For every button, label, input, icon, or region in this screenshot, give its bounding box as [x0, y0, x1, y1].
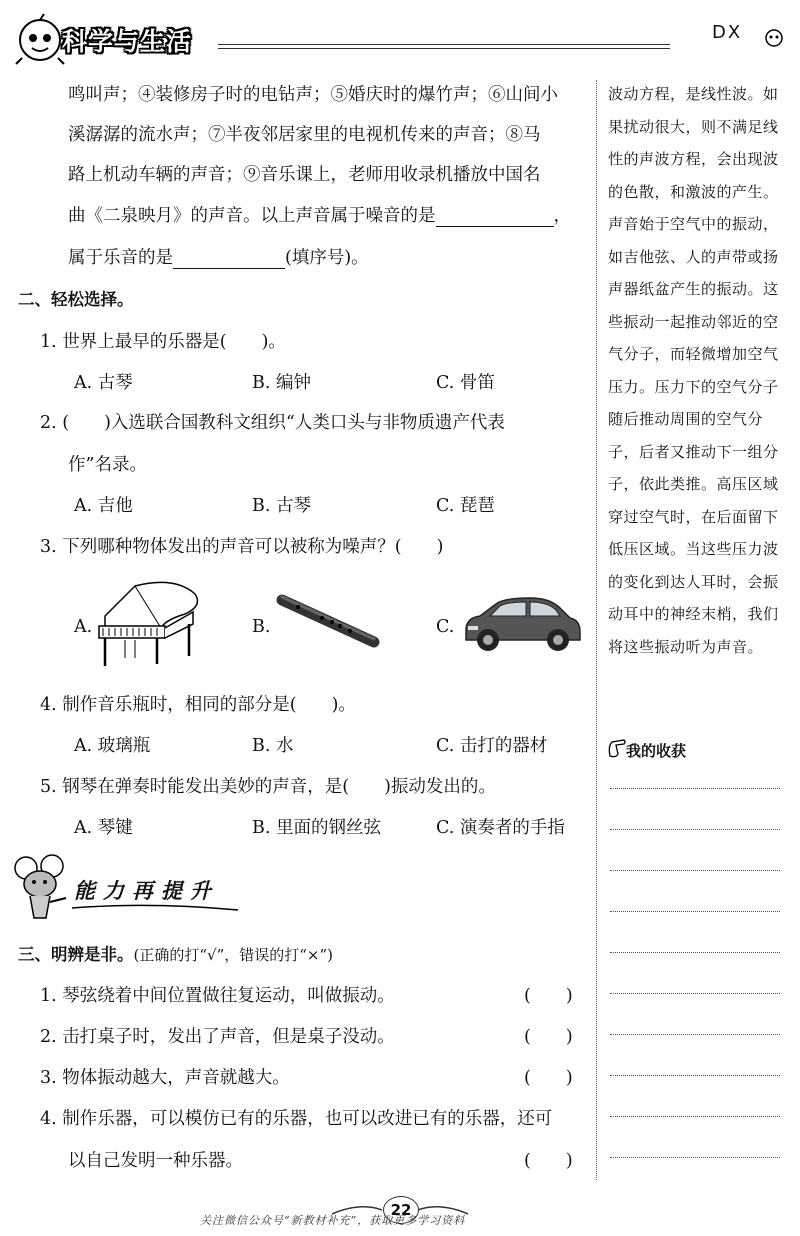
- section2-title: 二、轻松选择。: [18, 290, 134, 309]
- harvest-label: 我的收获: [626, 742, 687, 760]
- mouse-mascot-icon: [12, 852, 76, 924]
- intro-line-4: 曲《二泉映月》的声音。以上声音属于噪音的是 ，: [68, 206, 571, 226]
- section3-heading: [18, 944, 333, 966]
- judge-item-4: 4. 制作乐器，可以模仿已有的乐器，也可以改进已有的乐器，还可: [40, 1109, 553, 1129]
- q2-line-2: 作”名录。: [68, 455, 147, 475]
- flute-image: [276, 592, 380, 652]
- q3-option-c[interactable]: C.: [436, 617, 455, 637]
- q1-option-b[interactable]: B. 编钟: [252, 373, 311, 393]
- harvest-line[interactable]: [610, 829, 780, 830]
- header-deco-icon: [760, 24, 788, 52]
- sidebar-text: 波动方程，是线性波。如果扰动很大，则不满足线性的声波方程，会出现波的色散，和激波的产生。声音始于空气中的振动，如吉他弦、人的声带或扬声器纸盆产生的振动。这些振动一起推动邻近的空气分子，而轻微增加空气压力。压力下的空气分子随后推动周围的空气分子，后者又推动下一组分子，依此类推。高压区域穿过空气时，在后面留下低压区域。当这些压力波的变化到达人耳时，会振动耳中的神经末梢，我们将这些振动听为声音。: [608, 85, 779, 656]
- judge-answer-3[interactable]: ( ): [524, 1068, 573, 1088]
- banner-underline: [70, 900, 240, 914]
- q2-line-1: 2. ( )入选联合国教科文组织“人类口头与非物质遗产代表: [40, 413, 505, 433]
- q4-option-b[interactable]: B. 水: [252, 736, 294, 756]
- q5-option-a[interactable]: A. 琴键: [74, 818, 133, 838]
- judge-item-3: 3. 物体振动越大，声音就越大。: [40, 1068, 290, 1088]
- judge-item-2: 2. 击打桌子时，发出了声音，但是桌子没动。: [40, 1027, 395, 1047]
- header-rule: [218, 44, 670, 45]
- q1-option-c[interactable]: C. 骨笛: [436, 373, 495, 393]
- harvest-line[interactable]: [610, 1034, 780, 1035]
- pointing-hand-icon: [606, 734, 628, 760]
- judge-item-4-line-2: 以自己发明一种乐器。: [68, 1151, 243, 1171]
- harvest-line[interactable]: [610, 911, 780, 912]
- intro-last-prefix: 属于乐音的是: [68, 248, 173, 268]
- intro-line-2: 溪潺潺的流水声；⑦半夜邻居家里的电视机传来的声音；⑧马: [68, 125, 541, 145]
- page-number: 22: [383, 1196, 419, 1224]
- harvest-line[interactable]: [610, 1157, 780, 1158]
- q3-text: 3. 下列哪种物体发出的声音可以被称为噪声？( ): [40, 537, 444, 557]
- judge-answer-2[interactable]: ( ): [524, 1027, 573, 1047]
- harvest-line[interactable]: [610, 952, 780, 953]
- ability-banner: 能力再提升: [74, 879, 219, 903]
- intro-line-4-text: 曲《二泉映月》的声音。以上声音属于噪音的是: [68, 206, 436, 226]
- section3-title: 三、明辨是非。: [18, 945, 134, 964]
- harvest-line[interactable]: [610, 993, 780, 994]
- q2-option-a[interactable]: A. 吉他: [74, 496, 133, 516]
- header-rule-2: [218, 48, 670, 49]
- q4-option-a[interactable]: A. 玻璃瓶: [74, 736, 151, 756]
- q2-option-c[interactable]: C. 琵琶: [436, 496, 495, 516]
- car-image: [460, 592, 584, 658]
- noise-answer-blank[interactable]: [436, 208, 554, 227]
- q5-text: 5. 钢琴在弹奏时能发出美妙的声音，是( )振动发出的。: [40, 777, 496, 797]
- footer-text: 关注微信公众号“新教材补充”，获取更多学习资料: [200, 1214, 466, 1227]
- header-code: DX: [712, 22, 743, 43]
- column-divider: [596, 80, 597, 1180]
- piano-image: [95, 576, 207, 674]
- harvest-line[interactable]: [610, 1116, 780, 1117]
- q2-option-b[interactable]: B. 古琴: [252, 496, 311, 516]
- header-title: 科学与生活: [62, 27, 193, 56]
- harvest-line[interactable]: [610, 1075, 780, 1076]
- intro-line-3: 路上机动车辆的声音；⑨音乐课上，老师用收录机播放中国名: [68, 165, 541, 185]
- harvest-line[interactable]: [610, 788, 780, 789]
- q1-text: 1. 世界上最早的乐器是( )。: [40, 332, 286, 352]
- q5-option-c[interactable]: C. 演奏者的手指: [436, 818, 565, 838]
- q4-option-c[interactable]: C. 击打的器材: [436, 736, 548, 756]
- judge-answer-4[interactable]: ( ): [524, 1151, 573, 1171]
- q4-text: 4. 制作音乐瓶时，相同的部分是( )。: [40, 695, 356, 715]
- section3-note: (正确的打“√”，错误的打“×”): [133, 946, 334, 964]
- judge-answer-1[interactable]: ( ): [524, 986, 573, 1006]
- intro-line-5: [68, 247, 369, 269]
- intro-last-suffix: (填序号)。: [285, 248, 369, 268]
- mascot-star-icon: [10, 12, 70, 68]
- music-answer-blank[interactable]: [173, 250, 285, 269]
- judge-item-1: 1. 琴弦绕着中间位置做往复运动，叫做振动。: [40, 986, 395, 1006]
- q3-option-b[interactable]: B.: [252, 617, 271, 637]
- q3-option-a[interactable]: A.: [74, 617, 93, 637]
- q5-option-b[interactable]: B. 里面的钢丝弦: [252, 818, 381, 838]
- intro-line-1: 鸣叫声；④装修房子时的电钻声；⑤婚庆时的爆竹声；⑥山间小: [68, 85, 558, 105]
- harvest-line[interactable]: [610, 870, 780, 871]
- q1-option-a[interactable]: A. 古琴: [74, 373, 133, 393]
